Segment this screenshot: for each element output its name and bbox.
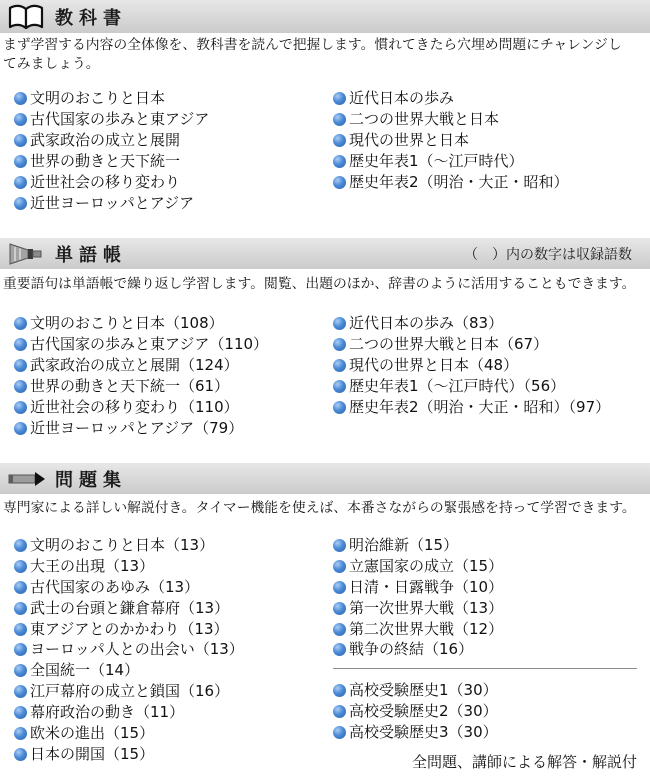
bullet-icon bbox=[333, 581, 346, 594]
list-item bbox=[14, 619, 244, 640]
list-item bbox=[14, 639, 244, 660]
list-item bbox=[14, 744, 244, 765]
item-label: 江戸幕府の成立と鎖国（16） bbox=[30, 682, 230, 701]
list-item bbox=[14, 130, 209, 151]
item-label: 近世ヨーロッパとアジア（79） bbox=[30, 419, 244, 437]
item-label: 高校受験歴史3（30） bbox=[349, 722, 498, 741]
list-item bbox=[333, 722, 498, 743]
bullet-icon bbox=[14, 623, 27, 636]
list-item bbox=[14, 172, 209, 193]
list-item bbox=[14, 88, 209, 109]
item-label: 古代国家のあゆみ（13） bbox=[30, 577, 200, 596]
bullet-icon bbox=[333, 155, 346, 168]
item-label: 近世社会の移り変わり bbox=[30, 173, 181, 191]
bullet-icon bbox=[333, 539, 346, 552]
item-label: 近代日本の歩み bbox=[349, 89, 455, 107]
item-label: 二つの世界大戦と日本（67） bbox=[349, 335, 549, 353]
section-title: 問題集 bbox=[55, 469, 127, 491]
bullet-icon bbox=[14, 664, 27, 677]
pencil-icon bbox=[7, 465, 47, 493]
bullet-icon bbox=[14, 581, 27, 594]
bullet-icon bbox=[14, 359, 27, 372]
item-label: 古代国家の歩みと東アジア bbox=[30, 110, 210, 128]
wordbook-header bbox=[0, 238, 650, 269]
list-item bbox=[14, 723, 244, 744]
textbook-header bbox=[0, 0, 650, 33]
bullet-icon bbox=[333, 338, 346, 351]
bullet-icon bbox=[333, 623, 346, 636]
list-item bbox=[333, 639, 503, 660]
bullet-icon bbox=[14, 560, 27, 573]
list-item bbox=[14, 702, 244, 723]
item-label: 日本の開国（15） bbox=[30, 744, 155, 763]
bullet-icon bbox=[14, 539, 27, 552]
list-item bbox=[333, 151, 569, 172]
item-label: 歴史年表2（明治・大正・昭和） bbox=[349, 173, 569, 191]
item-label: 明治維新（15） bbox=[349, 536, 459, 554]
bullet-icon bbox=[14, 706, 27, 719]
bullet-icon bbox=[333, 643, 346, 656]
item-label: 現代の世界と日本（48） bbox=[349, 356, 519, 374]
item-label: 戦争の終結（16） bbox=[349, 640, 474, 659]
wordbook-list-right bbox=[333, 313, 610, 418]
bullet-icon bbox=[333, 317, 346, 330]
bullet-icon bbox=[14, 643, 27, 656]
footer-note: 全問題、講師による解答・解説付 bbox=[411, 753, 637, 771]
bullet-icon bbox=[333, 380, 346, 393]
list-item bbox=[14, 193, 209, 214]
list-item bbox=[14, 313, 268, 334]
bullet-icon bbox=[333, 401, 346, 414]
item-label: 歴史年表1（～江戸時代）（56） bbox=[349, 377, 566, 395]
section-title: 教科書 bbox=[55, 7, 127, 29]
list-item bbox=[14, 418, 268, 439]
exam-list bbox=[333, 680, 498, 743]
textbook-list-right bbox=[333, 88, 569, 193]
item-label: 近代日本の歩み（83） bbox=[349, 314, 504, 332]
list-item bbox=[333, 130, 569, 151]
item-label: 欧米の進出（15） bbox=[30, 724, 155, 743]
bullet-icon bbox=[333, 602, 346, 615]
list-item bbox=[14, 109, 209, 130]
list-item bbox=[333, 376, 610, 397]
bullet-icon bbox=[14, 422, 27, 435]
bullet-icon bbox=[333, 92, 346, 105]
list-item bbox=[14, 681, 244, 702]
item-label: 幕府政治の動き（11） bbox=[30, 703, 185, 722]
bullet-icon bbox=[14, 176, 27, 189]
item-label: 高校受験歴史2（30） bbox=[349, 701, 498, 720]
book-icon bbox=[7, 3, 45, 31]
divider bbox=[333, 668, 637, 669]
item-label: 文明のおこりと日本 bbox=[30, 89, 166, 107]
bullet-icon bbox=[333, 176, 346, 189]
list-item bbox=[333, 619, 503, 640]
item-label: 文明のおこりと日本（108） bbox=[30, 314, 224, 332]
list-item bbox=[14, 660, 244, 681]
textbook-list-left bbox=[14, 88, 209, 214]
item-label: 現代の世界と日本 bbox=[349, 131, 470, 149]
item-label: 大王の出現（13） bbox=[30, 556, 155, 575]
section-description: 専門家による詳しい解説付き。タイマー機能を使えば、本番さながらの緊張感を持って学習できます。 bbox=[3, 500, 636, 516]
item-label: 古代国家の歩みと東アジア（110） bbox=[30, 335, 269, 353]
list-item bbox=[14, 397, 268, 418]
item-label: 歴史年表2（明治・大正・昭和）（97） bbox=[349, 398, 611, 416]
item-label: 武家政治の成立と展開（124） bbox=[30, 356, 239, 374]
list-item bbox=[14, 598, 244, 619]
list-item bbox=[333, 397, 610, 418]
item-label: 近世ヨーロッパとアジア bbox=[30, 194, 195, 212]
list-item bbox=[14, 376, 268, 397]
bullet-icon bbox=[14, 113, 27, 126]
list-item bbox=[14, 334, 268, 355]
bullet-icon bbox=[14, 134, 27, 147]
problems-header bbox=[0, 463, 650, 494]
bullet-icon bbox=[14, 317, 27, 330]
list-item bbox=[333, 556, 503, 577]
item-label: 高校受験歴史1（30） bbox=[349, 681, 498, 699]
list-item bbox=[333, 577, 503, 598]
list-item bbox=[333, 598, 503, 619]
bullet-icon bbox=[14, 602, 27, 615]
item-label: 二つの世界大戦と日本 bbox=[349, 110, 500, 128]
bullet-icon bbox=[14, 338, 27, 351]
item-label: 第一次世界大戦（13） bbox=[349, 598, 504, 617]
bullet-icon bbox=[333, 726, 346, 739]
bullet-icon bbox=[14, 685, 27, 698]
list-item bbox=[333, 680, 498, 701]
wordbook-list-left bbox=[14, 313, 268, 439]
section-description: 重要語句は単語帳で繰り返し学習します。閲覧、出題のほか、辞書のように活用することもできます。 bbox=[3, 276, 636, 292]
list-item bbox=[14, 556, 244, 577]
count-note: （ ）内の数字は収録語数 bbox=[464, 246, 632, 263]
item-label: 東アジアとのかかわり（13） bbox=[30, 619, 229, 638]
section-description: まず学習する内容の全体像を、教科書を読んで把握します。慣れてきたら穴埋め問題にチャレンジしてみましょう。 bbox=[3, 37, 622, 72]
bullet-icon bbox=[333, 705, 346, 718]
bullet-icon bbox=[14, 380, 27, 393]
list-item bbox=[333, 172, 569, 193]
item-label: 文明のおこりと日本（13） bbox=[30, 536, 215, 554]
bullet-icon bbox=[333, 560, 346, 573]
item-label: 歴史年表1（～江戸時代） bbox=[349, 152, 524, 170]
bullet-icon bbox=[14, 92, 27, 105]
item-label: 全国統一（14） bbox=[30, 661, 140, 680]
bullet-icon bbox=[14, 197, 27, 210]
megaphone-icon bbox=[7, 240, 45, 268]
bullet-icon bbox=[333, 134, 346, 147]
item-label: 立憲国家の成立（15） bbox=[349, 556, 504, 575]
item-label: 世界の動きと天下統一 bbox=[30, 152, 181, 170]
item-label: 世界の動きと天下統一（61） bbox=[30, 377, 230, 395]
bullet-icon bbox=[333, 113, 346, 126]
item-label: 第二次世界大戦（12） bbox=[349, 619, 504, 638]
item-label: 武士の台頭と鎌倉幕府（13） bbox=[30, 598, 230, 617]
item-label: 日清・日露戦争（10） bbox=[349, 577, 504, 596]
bullet-icon bbox=[14, 748, 27, 761]
list-item bbox=[333, 355, 610, 376]
bullet-icon bbox=[333, 359, 346, 372]
list-item bbox=[333, 535, 503, 556]
list-item bbox=[14, 535, 244, 556]
item-label: 武家政治の成立と展開 bbox=[30, 131, 181, 149]
item-label: 近世社会の移り変わり（110） bbox=[30, 398, 239, 416]
list-item bbox=[333, 109, 569, 130]
list-item bbox=[14, 151, 209, 172]
bullet-icon bbox=[14, 727, 27, 740]
section-title: 単語帳 bbox=[55, 244, 127, 266]
list-item bbox=[333, 88, 569, 109]
item-label: ヨーロッパ人との出会い（13） bbox=[30, 640, 244, 659]
list-item bbox=[14, 577, 244, 598]
bullet-icon bbox=[14, 401, 27, 414]
problems-list-right bbox=[333, 535, 503, 660]
list-item bbox=[333, 701, 498, 722]
list-item bbox=[333, 334, 610, 355]
bullet-icon bbox=[14, 155, 27, 168]
list-item bbox=[333, 313, 610, 334]
problems-list-left bbox=[14, 535, 244, 765]
list-item bbox=[14, 355, 268, 376]
bullet-icon bbox=[333, 684, 346, 697]
